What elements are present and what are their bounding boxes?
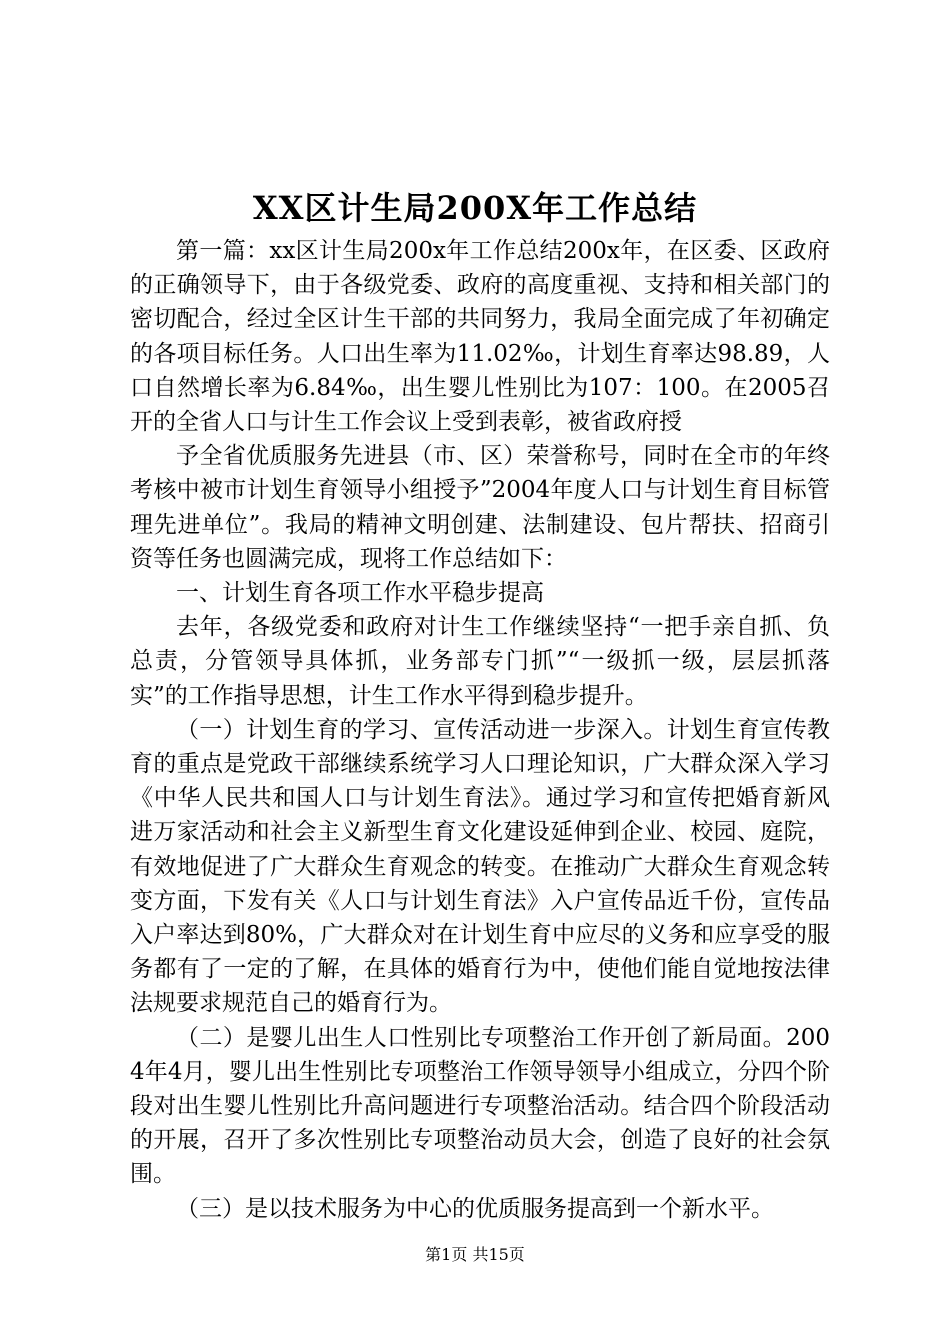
page-footer: 第1页 共15页 xyxy=(425,1245,525,1264)
section-heading-1: 一、计划生育各项工作水平稳步提高 xyxy=(176,580,544,607)
paragraph-4: （一）计划生育的学习、宣传活动进一步深入。计划生育宣传教育的重点是党政干部继续系统学习人口理论知识，广大群众深入学习《中华人民共和国人口与计划生育法》。通过学习和宣传把婚育新风进万家活动和社会主义新型生育文化建设延伸到企业、校园、庭院，有效地促进了广大群众生育观念的转变。在推动广大群众生育观念转变方面，下发有关《人口与计划生育法》入户宣传品近千份，宣传品入户率达到80%，广大群众对在计划生育中应尽的义务和应享受的服务都有了一定的了解，在具体的婚育行为中，使他们能自觉地按法律法规要求规范自己的婚育行为。 xyxy=(130,716,830,1017)
document-title: XX区计生局200X年工作总结 xyxy=(252,189,698,227)
paragraph-5: （二）是婴儿出生人口性别比专项整治工作开创了新局面。2004年4月，婴儿出生性别比专项整治工作领导领导小组成立，分四个阶段对出生婴儿性别比升高问题进行专项整治活动。结合四个阶段活动的开展，召开了多次性别比专项整治动员大会，创造了良好的社会氛围。 xyxy=(130,1024,830,1188)
paragraph-1: 第一篇：xx区计生局200x年工作总结200x年，在区委、区政府的正确领导下，由于各级党委、政府的高度重视、支持和相关部门的密切配合，经过全区计生干部的共同努力，我局全面完成了年初确定的各项目标任务。人口出生率为11.02‰，计划生育率达98.89，人口自然增长率为6.84‰，出生婴儿性别比为107：100。在2005召开的全省人口与计生工作会议上受到表彰，被省政府授 xyxy=(130,238,830,436)
paragraph-2: 予全省优质服务先进县（市、区）荣誉称号，同时在全市的年终考核中被市计划生育领导小组授予”2004年度人口与计划生育目标管理先进单位”。我局的精神文明创建、法制建设、包片帮扶、招商引资等任务也圆满完成，现将工作总结如下： xyxy=(130,443,830,572)
document-body xyxy=(130,234,830,1226)
paragraph-3: 去年，各级党委和政府对计生工作继续坚持“一把手亲自抓、负总责，分管领导具体抓，业务部专门抓”“一级抓一级，层层抓落实”的工作指导思想，计生工作水平得到稳步提升。 xyxy=(130,614,830,709)
paragraph-6: （三）是以技术服务为中心的优质服务提高到一个新水平。 xyxy=(176,1195,774,1222)
